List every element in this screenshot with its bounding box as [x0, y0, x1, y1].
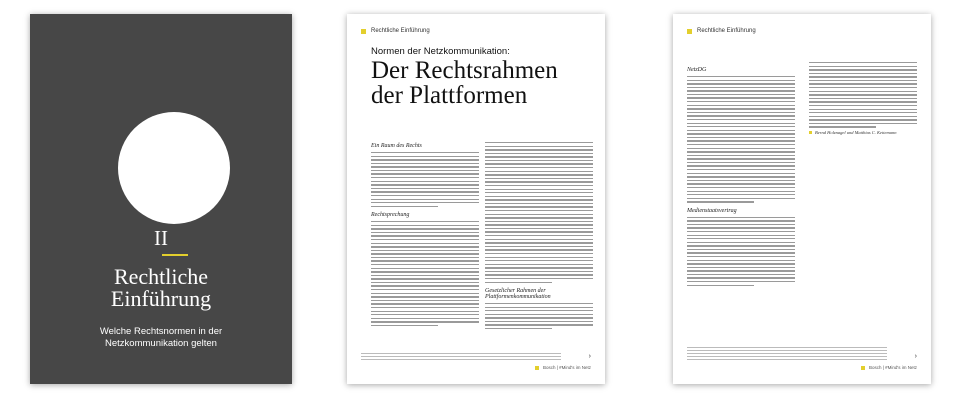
article-page-right	[673, 14, 931, 384]
chapter-title-line2: Einführung	[110, 286, 212, 311]
article-kicker: Normen der Netzkommunikation:	[371, 46, 510, 57]
header-label: Rechtliche Einführung	[371, 28, 430, 34]
section-heading: Medienstaatsvertrag	[687, 207, 737, 214]
next-page-arrow-icon: ›	[914, 353, 917, 360]
footnotes	[361, 353, 561, 362]
accent-rule	[162, 254, 188, 256]
section-heading: Rechtsprechung	[371, 212, 410, 219]
text-column-left	[371, 138, 479, 328]
text-column-right	[809, 62, 917, 135]
headline-line2: der Plattformen	[371, 82, 528, 109]
section-heading: Gesetzlicher Rahmen der Plattformenkommunikation	[485, 287, 551, 300]
page-header	[361, 28, 430, 34]
next-page-arrow-icon: ›	[588, 353, 591, 360]
section-heading: Ein Raum des Rechts	[371, 143, 422, 149]
cover-page	[30, 14, 292, 384]
section-heading: NetzDG	[687, 67, 707, 73]
cover-circle-graphic	[118, 112, 230, 224]
page-header	[687, 28, 756, 34]
footer-label: Bosch | #Mind's im Netz	[542, 365, 591, 370]
article-page-left	[347, 14, 605, 384]
text-column-right	[485, 142, 593, 332]
footer-marker-icon	[861, 366, 865, 370]
chapter-numeral: II	[154, 226, 168, 250]
footer-label: Bosch | #Mind's im Netz	[868, 365, 917, 370]
author-signature	[809, 130, 917, 135]
chapter-title	[30, 266, 292, 310]
text-column-left	[687, 62, 795, 288]
chapter-title-line1: Rechtliche	[113, 264, 209, 289]
footnotes	[687, 347, 887, 362]
chapter-subtitle	[50, 326, 272, 350]
footer-marker-icon	[535, 366, 539, 370]
header-label: Rechtliche Einführung	[697, 28, 756, 34]
author-names: Bernd Holznagel und Matthias C. Kettemann	[815, 129, 897, 135]
headline-line1: Der Rechtsrahmen	[371, 57, 558, 84]
page-footer	[535, 365, 591, 370]
article-headline	[371, 58, 591, 108]
chapter-subtitle-line2: Netzkommunikation gelten	[105, 338, 217, 349]
signature-marker-icon	[809, 131, 812, 134]
header-marker-icon	[687, 29, 692, 34]
page-footer	[861, 365, 917, 370]
header-marker-icon	[361, 29, 366, 34]
chapter-subtitle-line1: Welche Rechtsnormen in der	[99, 326, 223, 337]
